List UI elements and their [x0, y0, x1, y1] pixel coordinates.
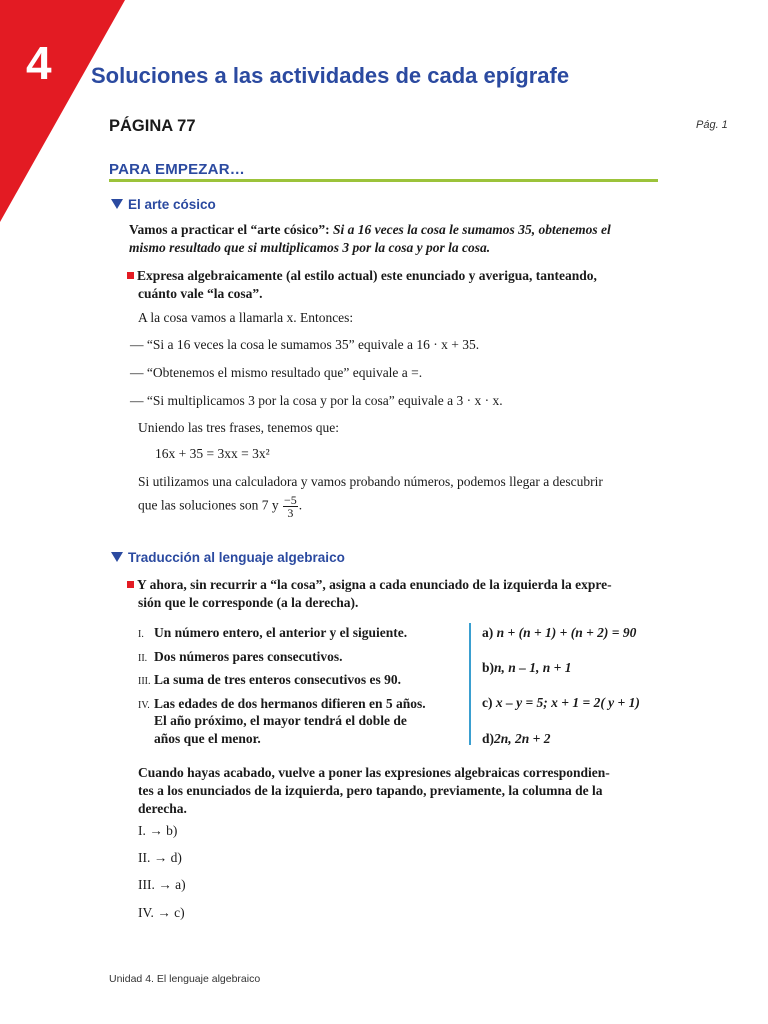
subheading-text: Traducción al lenguaje algebraico: [128, 550, 345, 565]
fraction-numerator: −5: [284, 493, 297, 507]
statement-2: II. Dos números pares consecutivos.: [138, 649, 343, 664]
follow-line-1: Cuando hayas acabado, vuelve a poner las expresiones algebraicas correspondien-: [138, 765, 610, 780]
section-heading: PARA EMPEZAR…: [109, 161, 245, 178]
triangle-bullet-icon: [111, 552, 123, 562]
fraction-denominator: 3: [287, 506, 294, 520]
traduccion-task-line-2: sión que le corresponde (a la derecha).: [138, 595, 359, 610]
statement-4-cont-2: años que el menor.: [154, 731, 261, 746]
chapter-number: 4: [26, 37, 52, 89]
expression-d: d)2n, 2n + 2: [482, 731, 551, 746]
square-bullet-icon: [127, 272, 134, 279]
equation: 16x + 35 = 3xx = 3x²: [155, 446, 270, 461]
statement-4: IV. Las edades de dos hermanos difieren en 5 años.: [138, 696, 426, 711]
calc-line-2: [138, 494, 302, 519]
dash-line-2: — “Obtenemos el mismo resultado que” equivale a =.: [130, 365, 423, 380]
square-bullet-icon: [127, 581, 134, 588]
answer-1: I. → b): [138, 823, 178, 838]
page-reference: Pág. 1: [696, 119, 728, 131]
chapter-tab: [0, 0, 130, 222]
dash-line-3: — “Si multiplicamos 3 por la cosa y por la cosa” equivale a 3 · x · x.: [130, 393, 503, 408]
task-line-2: cuánto vale “la cosa”.: [138, 286, 263, 301]
statement-1: I. Un número entero, el anterior y el siguiente.: [138, 625, 408, 640]
task-line-1: Expresa algebraicamente (al estilo actual) este enunciado y averigua, tanteando,: [137, 268, 597, 283]
subheading-text: El arte cósico: [128, 197, 216, 212]
intro-lead: Vamos a practicar el “arte cósico”:: [129, 222, 333, 237]
section-rule: [109, 179, 658, 182]
answer-4: IV. → c): [138, 905, 185, 920]
joining-line: Uniendo las tres frases, tenemos que:: [138, 420, 339, 435]
page-footer: Unidad 4. El lenguaje algebraico: [109, 973, 261, 985]
intro-italic-2: mismo resultado que si multiplicamos 3 por la cosa y por la cosa.: [129, 240, 491, 255]
statement-4-cont-1: El año próximo, el mayor tendrá el doble de: [154, 713, 407, 728]
follow-line-3: derecha.: [138, 801, 187, 816]
dash-line-1: — “Si a 16 veces la cosa le sumamos 35” equivale a 16 · x + 35.: [130, 337, 480, 352]
follow-paragraph: [138, 764, 658, 818]
document-title: Soluciones a las actividades de cada epígrafe: [91, 63, 570, 88]
statement-3: III. La suma de tres enteros consecutivos es 90.: [138, 672, 401, 687]
intro-italic-1: Si a 16 veces la cosa le sumamos 35, obtenemos el: [332, 222, 611, 237]
task-paragraph: [127, 267, 655, 303]
traduccion-task: [127, 576, 658, 612]
follow-line-2: tes a los enunciados de la izquierda, pero tapando, previamente, la columna de la: [138, 783, 603, 798]
answer-3: III. → a): [138, 877, 186, 892]
traduccion-task-line-1: Y ahora, sin recurrir a “la cosa”, asigna a cada enunciado de la izquierda la expre-: [137, 577, 612, 592]
subheading-arte-cosico: [111, 197, 216, 212]
answer-intro: A la cosa vamos a llamarla x. Entonces:: [138, 310, 354, 325]
calc-line-2-text: que las soluciones son 7 y: [138, 497, 279, 513]
column-divider: [469, 623, 471, 745]
expression-b: b)n, n – 1, n + 1: [482, 660, 572, 675]
page-heading: PÁGINA 77: [109, 117, 196, 135]
expression-c: c) x – y = 5; x + 1 = 2( y + 1): [482, 695, 640, 710]
intro-paragraph: [129, 221, 657, 257]
subheading-traduccion: [111, 550, 345, 565]
fraction: [283, 494, 298, 519]
expression-a: a) n + (n + 1) + (n + 2) = 90: [482, 625, 637, 640]
calc-line-1: Si utilizamos una calculadora y vamos probando números, podemos llegar a descubrir: [138, 474, 603, 489]
answer-2: II. → d): [138, 850, 182, 865]
triangle-bullet-icon: [111, 199, 123, 209]
calc-line-2-end: .: [298, 497, 303, 513]
